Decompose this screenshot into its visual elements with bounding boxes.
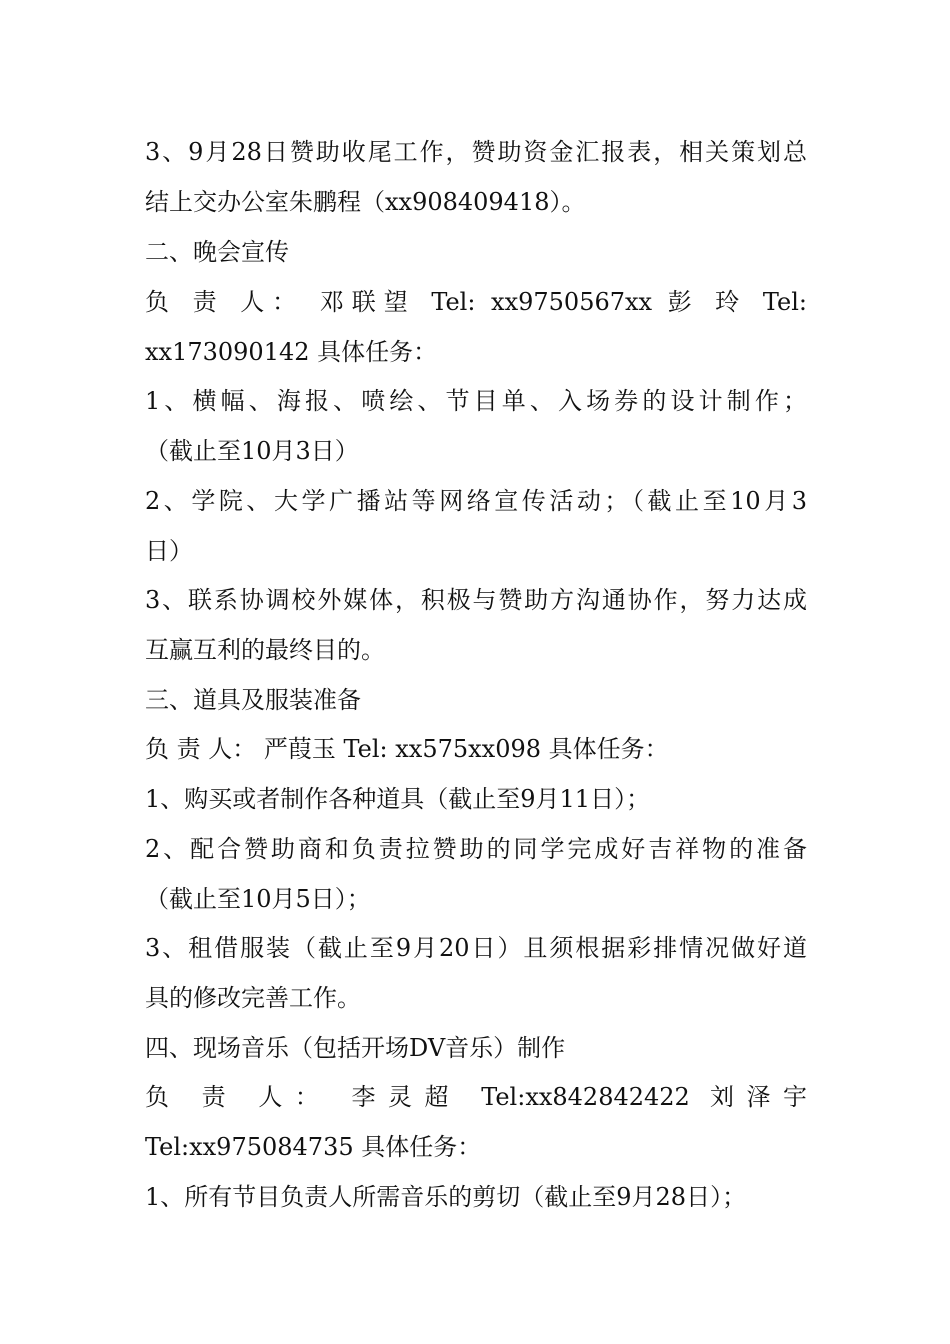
text-line: 具的修改完善工作。 <box>145 984 361 1012</box>
section-heading: 四、现场音乐（包括开场DV音乐）制作 <box>145 1034 566 1062</box>
text-line: Tel:xx975084735 具体任务： <box>145 1133 482 1161</box>
text-line: （截止至10月3日） <box>145 437 359 465</box>
text-line: 1、横幅、海报、喷绘、节目单、入场券的设计制作； <box>145 387 807 415</box>
text-line: 互赢互利的最终目的。 <box>145 636 385 664</box>
text-line: 2、学院、大学广播站等网络宣传活动；（截止至10月3 <box>145 487 807 515</box>
text-line: 负 责 人： 李灵超 Tel:xx842842422 刘泽宇 <box>145 1083 807 1111</box>
text-line: xx173090142 具体任务： <box>145 338 438 366</box>
text-line: 日） <box>145 537 193 565</box>
text-line: 3、联系协调校外媒体，积极与赞助方沟通协作，努力达成 <box>145 586 807 614</box>
text-line: 结上交办公室朱鹏程（xx908409418）。 <box>145 188 586 216</box>
section-heading: 二、晚会宣传 <box>145 238 289 266</box>
text-line: 3、9月28日赞助收尾工作，赞助资金汇报表，相关策划总 <box>145 138 807 166</box>
text-line: （截止至10月5日）； <box>145 885 371 913</box>
text-line: 1、所有节目负责人所需音乐的剪切（截止至9月28日）； <box>145 1183 747 1211</box>
text-line: 负 责 人： 严葭玉 Tel: xx575xx098 具体任务： <box>145 735 669 763</box>
text-line: 2、配合赞助商和负责拉赞助的同学完成好吉祥物的准备 <box>145 835 807 863</box>
text-line: 负 责 人： 邓联望 Tel: xx9750567xx 彭 玲 Tel: <box>145 288 807 316</box>
text-line: 3、租借服装（截止至9月20日）且须根据彩排情况做好道 <box>145 934 807 962</box>
text-line: 1、购买或者制作各种道具（截止至9月11日）； <box>145 785 651 813</box>
section-heading: 三、道具及服装准备 <box>145 686 361 714</box>
